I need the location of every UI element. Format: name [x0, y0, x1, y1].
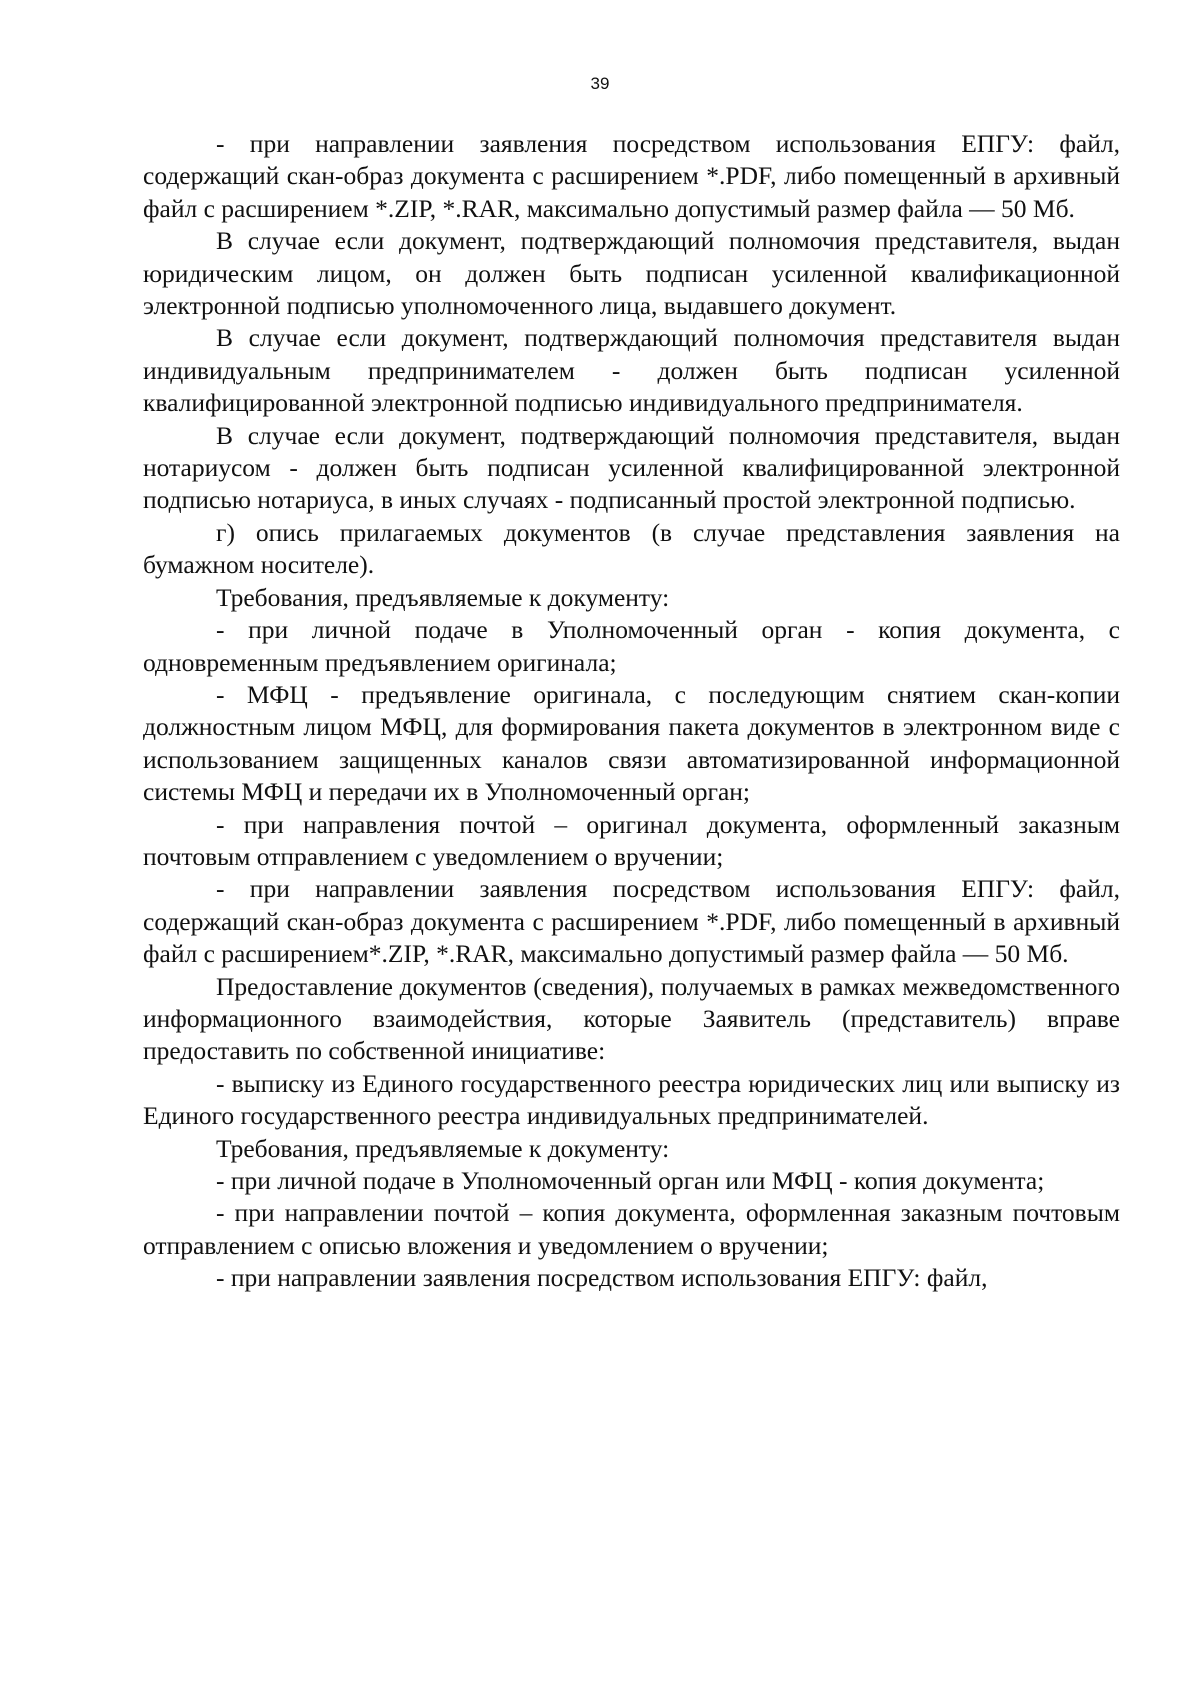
paragraph: Требования, предъявляемые к документу:: [216, 1133, 670, 1163]
paragraph: - при личной подаче в Уполномоченный орган - копия документа, с одновременным предъявлением оригинала;: [143, 615, 1120, 677]
paragraph: Предоставление документов (сведения), получаемых в рамках межведомственного информационного взаимодействия, которые Заявитель (представитель) вправе предоставить по собственной инициативе:: [143, 971, 1120, 1066]
paragraph: В случае если документ, подтверждающий полномочия представителя, выдан юридическим лицом, он должен быть подписан усиленной квалификационной электронной подписью уполномоченного лица, выдавшего документ.: [143, 226, 1120, 321]
paragraph: - при направления почтой – оригинал документа, оформленный заказным почтовым отправлением с уведомлением о вручении;: [143, 809, 1120, 871]
paragraph: - при личной подаче в Уполномоченный орган или МФЦ - копия документа;: [216, 1166, 1045, 1195]
paragraph: - при направлении заявления посредством использования ЕПГУ: файл,: [216, 1263, 988, 1293]
paragraph: Требования, предъявляемые к документу:: [216, 582, 670, 612]
paragraph: - при направлении заявления посредством использования ЕПГУ: файл, содержащий скан-образ документа с расширением *.PDF, либо помещенный в архивный файл с расширением*.ZIP, *.RAR, максимально допустимый размер файла — 50 Мб.: [143, 874, 1120, 969]
paragraph: В случае если документ, подтверждающий полномочия представителя, выдан нотариусом - должен быть подписан усиленной квалифицированной электронной подписью нотариуса, в иных случаях - подписанный простой электронной подписью.: [143, 420, 1120, 515]
paragraph: г) опись прилагаемых документов (в случае представления заявления на бумажном носителе).: [143, 517, 1120, 580]
paragraph: - при направлении почтой – копия документа, оформленная заказным почтовым отправлением с описью вложения и уведомлением о вручении;: [143, 1198, 1120, 1260]
paragraph: В случае если документ, подтверждающий полномочия представителя выдан индивидуальным предпринимателем - должен быть подписан усиленной квалифицированной электронной подписью индивидуального предпринимателя.: [143, 323, 1120, 418]
paragraph: - МФЦ - предъявление оригинала, с последующим снятием скан-копии должностным лицом МФЦ, для формирования пакета документов в электронном виде с использованием защищенных каналов связи автоматизированной информационной системы МФЦ и передачи их в Уполномоченный орган;: [143, 679, 1120, 807]
page-number: 39: [590, 74, 610, 93]
paragraph: - выписку из Единого государственного реестра юридических лиц или выписку из Единого государственного реестра индивидуальных предпринимателей.: [143, 1068, 1120, 1131]
paragraph: - при направлении заявления посредством использования ЕПГУ: файл, содержащий скан-образ документа с расширением *.PDF, либо помещенный в архивный файл с расширением *.ZIP, *.RAR, максимально допустимый размер файла — 50 Мб.: [143, 129, 1120, 223]
document-body: [143, 128, 1120, 1295]
